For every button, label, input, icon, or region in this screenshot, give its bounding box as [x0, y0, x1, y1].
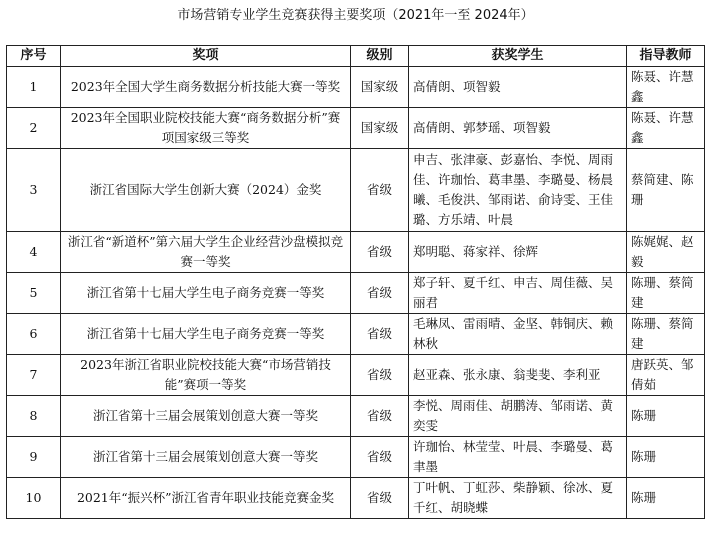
cell-award: 浙江省第十三届会展策划创意大赛一等奖	[61, 396, 351, 437]
cell-advisor: 蔡简建、陈珊	[627, 149, 705, 232]
cell-students: 李悦、周雨佳、胡鹏涛、邹雨诺、黄奕雯	[409, 396, 627, 437]
table-row	[7, 232, 705, 273]
cell-students: 申吉、张津豪、彭嘉怡、李悦、周雨佳、许珈怡、葛聿墨、李璐曼、杨晨曦、毛俊洪、邹雨诺、俞诗雯、王佳璐、方乐靖、叶晨	[409, 149, 627, 232]
cell-level: 省级	[351, 478, 409, 519]
cell-no: 10	[7, 478, 61, 519]
table-row	[7, 273, 705, 314]
cell-no: 5	[7, 273, 61, 314]
header-award: 奖项	[61, 46, 351, 67]
cell-level: 国家级	[351, 67, 409, 108]
cell-advisor: 陈珊、蔡简建	[627, 314, 705, 355]
cell-level: 省级	[351, 437, 409, 478]
cell-no: 2	[7, 108, 61, 149]
cell-award: 2023年浙江省职业院校技能大赛“市场营销技能”赛项一等奖	[61, 355, 351, 396]
table-row	[7, 108, 705, 149]
cell-no: 3	[7, 149, 61, 232]
header-no: 序号	[7, 46, 61, 67]
cell-students: 丁叶帆、丁虹莎、柴静颖、徐冰、夏千红、胡晓蝶	[409, 478, 627, 519]
cell-students: 郑明聪、蒋家祥、徐辉	[409, 232, 627, 273]
cell-award: 2021年“振兴杯”浙江省青年职业技能竞赛金奖	[61, 478, 351, 519]
document-title: 市场营销专业学生竞赛获得主要奖项（2021年一至 2024年）	[177, 8, 534, 23]
cell-award: 浙江省第十三届会展策划创意大赛一等奖	[61, 437, 351, 478]
table-row	[7, 314, 705, 355]
cell-award: 浙江省第十七届大学生电子商务竞赛一等奖	[61, 314, 351, 355]
table-row	[7, 478, 705, 519]
cell-level: 省级	[351, 149, 409, 232]
cell-advisor: 陈聂、许慧鑫	[627, 108, 705, 149]
cell-students: 高倩朗、项智毅	[409, 67, 627, 108]
cell-level: 省级	[351, 314, 409, 355]
cell-level: 省级	[351, 355, 409, 396]
header-level: 级别	[351, 46, 409, 67]
cell-award: 浙江省第十七届大学生电子商务竞赛一等奖	[61, 273, 351, 314]
cell-no: 7	[7, 355, 61, 396]
header-students: 获奖学生	[409, 46, 627, 67]
table-row	[7, 67, 705, 108]
cell-no: 6	[7, 314, 61, 355]
cell-advisor: 陈珊	[627, 396, 705, 437]
cell-no: 1	[7, 67, 61, 108]
cell-award: 2023年全国职业院校技能大赛“商务数据分析”赛项国家级三等奖	[61, 108, 351, 149]
cell-level: 省级	[351, 396, 409, 437]
cell-students: 许珈怡、林莹莹、叶晨、李璐曼、葛聿墨	[409, 437, 627, 478]
cell-level: 省级	[351, 232, 409, 273]
cell-students: 赵亚森、张永康、翁斐斐、李利亚	[409, 355, 627, 396]
cell-award: 2023年全国大学生商务数据分析技能大赛一等奖	[61, 67, 351, 108]
cell-award: 浙江省国际大学生创新大赛（2024）金奖	[61, 149, 351, 232]
table-row	[7, 355, 705, 396]
cell-award: 浙江省“新道杯”第六届大学生企业经营沙盘模拟竞赛一等奖	[61, 232, 351, 273]
cell-students: 郑子轩、夏千红、申吉、周佳薇、吴丽君	[409, 273, 627, 314]
table-row	[7, 149, 705, 232]
cell-no: 8	[7, 396, 61, 437]
cell-advisor: 陈聂、许慧鑫	[627, 67, 705, 108]
table-header-row	[7, 46, 705, 67]
cell-level: 省级	[351, 273, 409, 314]
table-row	[7, 396, 705, 437]
cell-students: 毛琳凤、雷雨晴、金坚、韩铜庆、赖林秋	[409, 314, 627, 355]
cell-no: 4	[7, 232, 61, 273]
cell-advisor: 唐跃英、邹倩茹	[627, 355, 705, 396]
table-row	[7, 437, 705, 478]
cell-no: 9	[7, 437, 61, 478]
awards-table	[6, 45, 705, 519]
cell-advisor: 陈珊	[627, 478, 705, 519]
cell-advisor: 陈珊	[627, 437, 705, 478]
cell-level: 国家级	[351, 108, 409, 149]
cell-students: 高倩朗、郭梦瑶、项智毅	[409, 108, 627, 149]
cell-advisor: 陈珊、蔡简建	[627, 273, 705, 314]
header-advisor: 指导教师	[627, 46, 705, 67]
cell-advisor: 陈娓娓、赵毅	[627, 232, 705, 273]
